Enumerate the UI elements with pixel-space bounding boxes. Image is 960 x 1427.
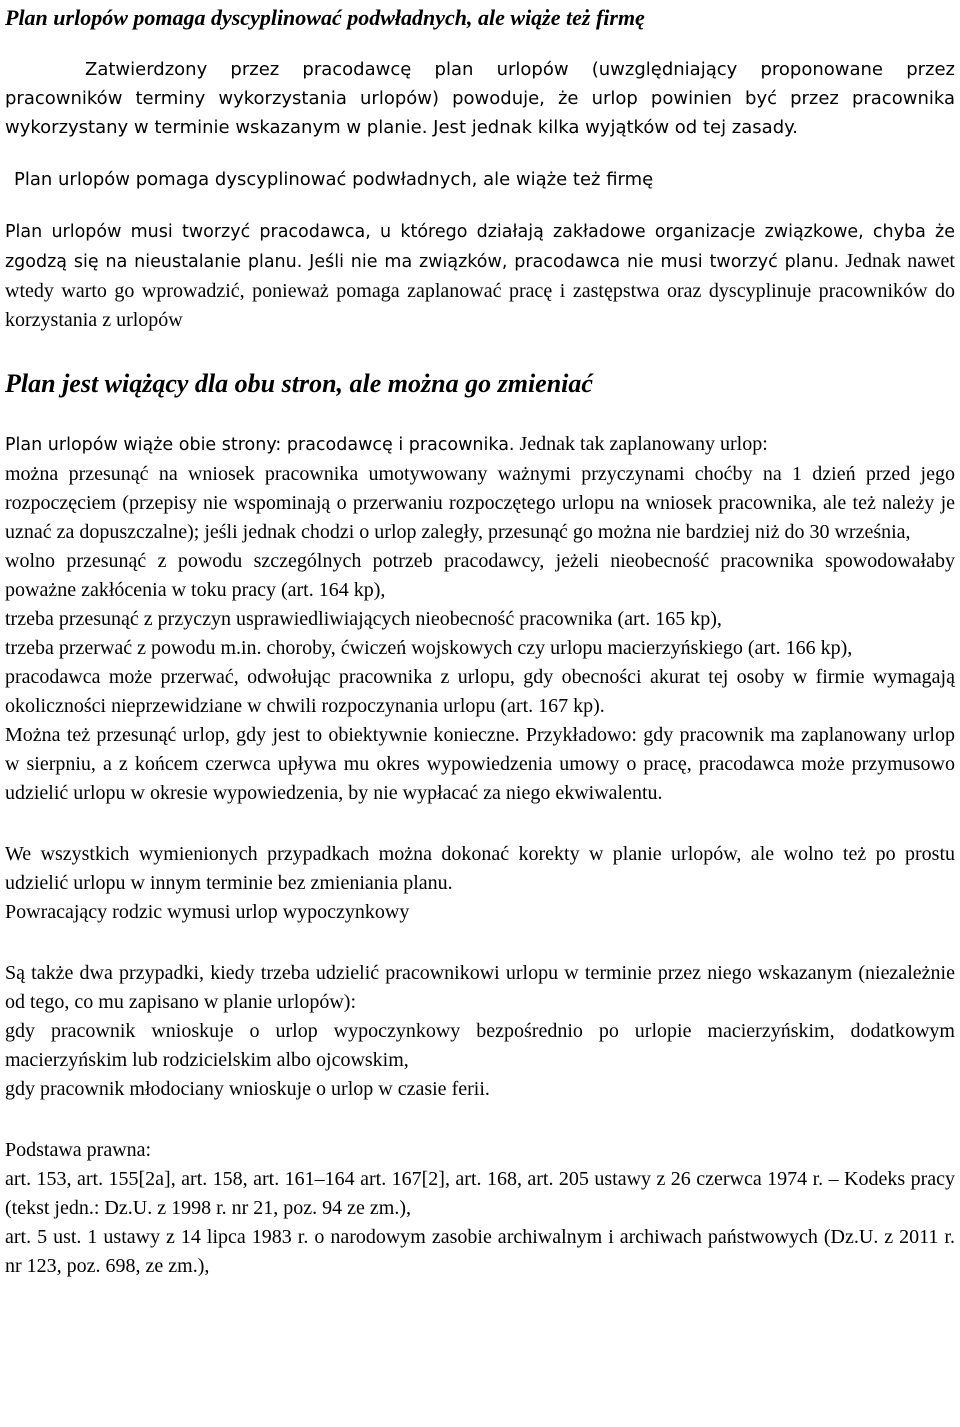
section-heading-rodzic: Powracający rodzic wymusi urlop wypoczynkowy — [5, 901, 410, 923]
legal-basis-label: Podstawa prawna: — [5, 1139, 152, 1161]
paragraph-wiaze-strony — [5, 430, 955, 460]
paragraph-plan-tworzenie-serif: Jednak nawet wtedy warto go wprowadzić, ponieważ pomaga zaplanować pracę i zastępstwa oraz dyscyplinuje pracowników do korzystania z urlopów — [5, 250, 955, 331]
list-item: pracodawca może przerwać, odwołując pracownika z urlopu, gdy obecności akurat tej osoby w firmie wymagają okoliczności nieprzewidziane w chwili rozpoczynania urlopu (art. 167 kp). — [5, 666, 955, 717]
paragraph-plan-tworzenie-sans: Plan urlopów musi tworzyć pracodawca, u którego działają zakładowe organizacje związkowe, chyba że zgodzą się na nieustalanie planu. Jeśli nie ma związków, pracodawca nie musi tworzyć planu. — [5, 222, 955, 272]
list-item: gdy pracownik młodociany wnioskuje o urlop w czasie ferii. — [5, 1078, 490, 1100]
paragraph-wiaze-strony-serif: Jednak tak zaplanowany urlop: — [514, 433, 768, 455]
legal-basis-item: art. 153, art. 155[2a], art. 158, art. 161–164 art. 167[2], art. 168, art. 205 ustawy z 26 czerwca 1974 r. – Kodeks pracy (tekst jedn.: Dz.U. z 1998 r. nr 21, poz. 94 ze zm.), — [5, 1168, 955, 1219]
document-title: Plan urlopów pomaga dyscyplinować podwładnych, ale wiąże też firmę — [5, 5, 645, 30]
paragraph-dwa-przypadki: Są także dwa przypadki, kiedy trzeba udzielić pracownikowi urlopu w terminie przez niego wskazanym (niezależnie od tego, co mu zapisano w planie urlopów): — [5, 962, 955, 1013]
paragraph-wiaze-strony-sans: Plan urlopów wiąże obie strony: pracodawcę i pracownika. — [5, 435, 515, 455]
subheading: Plan urlopów pomaga dyscyplinować podwładnych, ale wiąże też firmę — [14, 169, 654, 190]
list-item: wolno przesunąć z powodu szczególnych potrzeb pracodawcy, jeżeli nieobecność pracownika spowodowałaby poważne zakłócenia w toku pracy (art. 164 kp), — [5, 550, 955, 601]
lead-paragraph: Zatwierdzony przez pracodawcę plan urlopów (uwzględniający proponowane przez pracowników terminy wykorzystania urlopów) powoduje, że urlop powinien być przez pracownika wykorzystany w terminie wskazanym w planie. Jest jednak kilka wyjątków od tej zasady. — [5, 59, 955, 138]
list-item: trzeba przerwać z powodu m.in. choroby, ćwiczeń wojskowych czy urlopu macierzyńskiego (art. 166 kp), — [5, 637, 853, 659]
document-page — [0, 3, 960, 1427]
paragraph-korekta: We wszystkich wymienionych przypadkach można dokonać korekty w planie urlopów, ale wolno też po prostu udzielić urlopu w innym terminie bez zmieniania planu. — [5, 843, 955, 894]
legal-basis-item: art. 5 ust. 1 ustawy z 14 lipca 1983 r. o narodowym zasobie archiwalnym i archiwach państwowych (Dz.U. z 2011 r. nr 123, poz. 698, ze zm.), — [5, 1226, 955, 1277]
section-heading-wiazacy: Plan jest wiążący dla obu stron, ale można go zmieniać — [5, 369, 593, 398]
list-item: można przesunąć na wniosek pracownika umotywowany ważnymi przyczynami choćby na 1 dzień przed jego rozpoczęciem (przepisy nie wspominają o przerwaniu rozpoczętego urlopu na wniosek pracownika, ale też należy je uznać za dopuszczalne); jeśli jednak chodzi o urlop zaległy, przesunąć go można nie bardziej niż do 30 września, — [5, 463, 955, 543]
list-item: trzeba przesunąć z przyczyn usprawiedliwiających nieobecność pracownika (art. 165 kp), — [5, 608, 722, 630]
paragraph-plan-tworzenie — [5, 217, 955, 335]
list-item: gdy pracownik wnioskuje o urlop wypoczynkowy bezpośrednio po urlopie macierzyńskim, dodatkowym macierzyńskim lub rodzicielskim albo ojcowskim, — [5, 1020, 955, 1071]
list-item: Można też przesunąć urlop, gdy jest to obiektywnie konieczne. Przykładowo: gdy pracownik ma zaplanowany urlop w sierpniu, a z końcem czerwca upływa mu okres wypowiedzenia umowy o pracę, pracodawca może przymusowo udzielić urlopu w okresie wypowiedzenia, by nie wypłacać za niego ekwiwalentu. — [5, 724, 955, 804]
